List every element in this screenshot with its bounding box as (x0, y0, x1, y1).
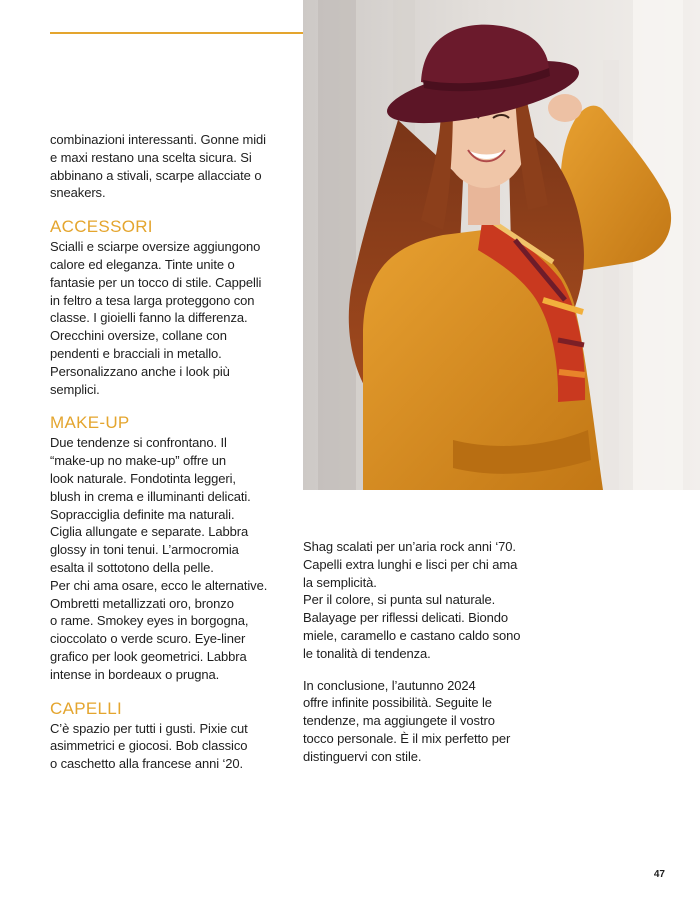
left-column (50, 131, 290, 773)
intro-paragraph: combinazioni interessanti. Gonne midi e maxi restano una scelta sicura. Si abbinano a stivali, scarpe allacciate o sneakers. (50, 132, 266, 201)
heading-make-up: MAKE-UP (50, 413, 130, 433)
accessori-body: Scialli e sciarpe oversize aggiungono calore ed eleganza. Tinte unite o fantasie per un tocco di stile. Cappelli in feltro a tesa larga proteggono con classe. I gioielli fanno la differenza. Orecchini oversize, collane con pendenti e bracciali in metallo. Personalizzano anche i look più semplici. (50, 239, 262, 397)
capelli-continued-paragraph: Shag scalati per un’aria rock anni ‘70. Capelli extra lunghi e lisci per chi ama la semplicità. Per il colore, si punta sul naturale. Balayage per riflessi delicati. Biondo miele, caramello e castano caldo sono le tonalità di tendenza. (303, 539, 521, 661)
make-up-body: Due tendenze si confrontano. Il “make-up no make-up” offre un look naturale. Fondotinta leggeri, blush in crema e illuminanti delicati. Sopracciglia definite ma naturali. Ciglia allungate e separate. Labbra glossy in toni tenui. L’armocromia esalta il sottotono della pelle. Per chi ama osare, ecco le alternative. Ombretti metallizzati oro, bronzo o rame. Smokey eyes in borgogna, cioccolato o verde scuro. Eye-liner grafico per look geometrici. Labbra intense in bordeaux o prugna. (50, 435, 268, 682)
conclusion-paragraph: In conclusione, l’autunno 2024 offre infinite possibilità. Seguite le tendenze, ma aggiungete il vostro tocco personale. È il mix perfetto per distinguervi con stile. (303, 677, 511, 764)
right-column (303, 538, 543, 766)
capelli-body: C’è spazio per tutti i gusti. Pixie cut asimmetrici e giocosi. Bob classico o caschetto alla francese anni ‘20. (50, 720, 248, 772)
fashion-photo (303, 0, 700, 490)
heading-capelli: CAPELLI (50, 698, 123, 718)
page-number: 47 (653, 869, 665, 880)
heading-accessori: ACCESSORI (50, 217, 153, 237)
